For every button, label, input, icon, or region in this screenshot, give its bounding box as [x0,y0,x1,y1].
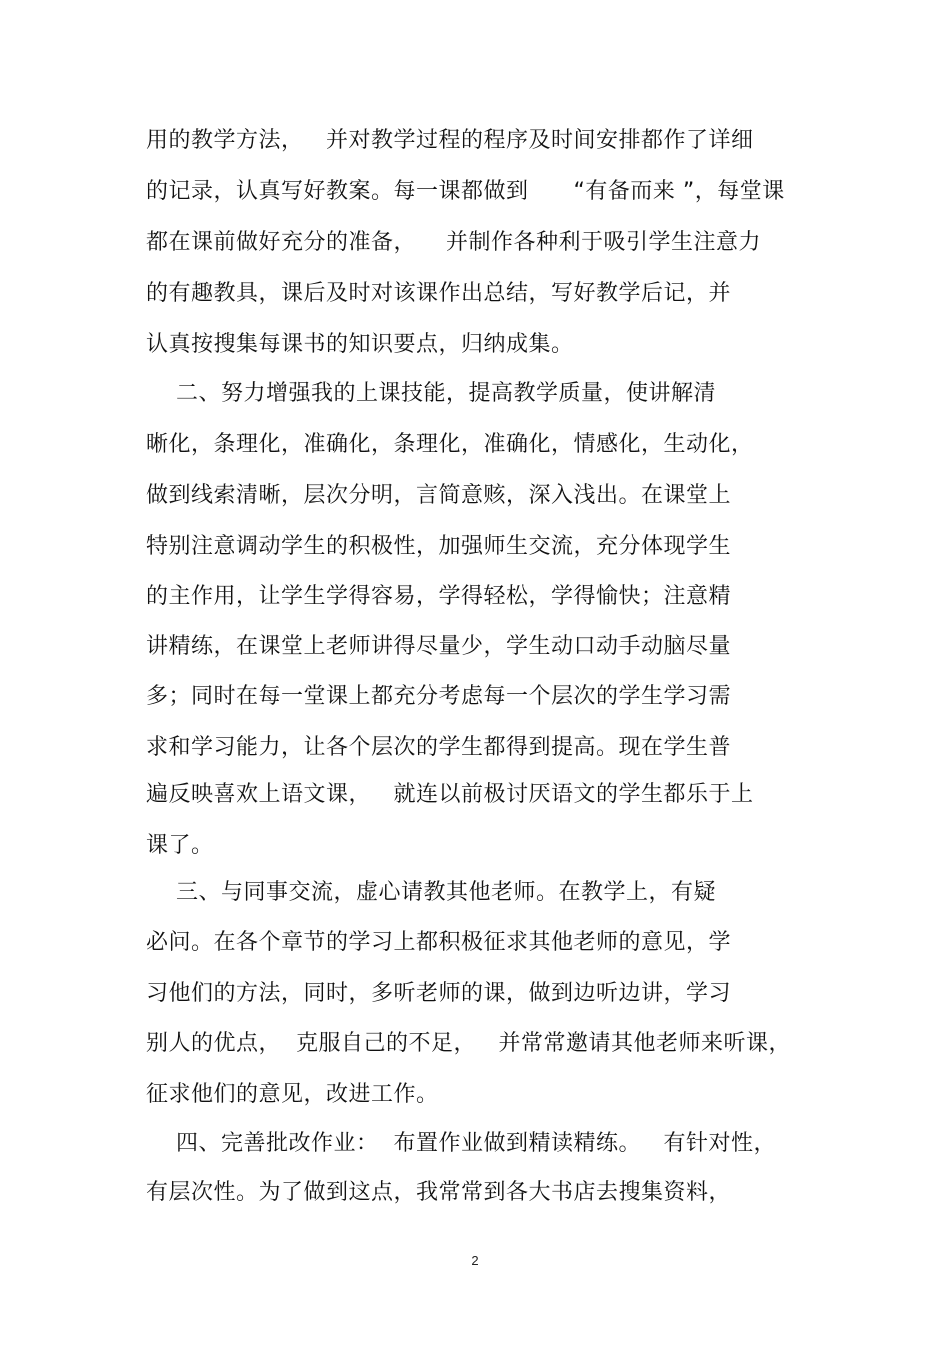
text-line: 有层次性。为了做到这点，我常常到各大书店去搜集资料， [146,1180,732,1205]
text-line: 别人的优点， 克服自己的不足， 并常常邀请其他老师来听课， [146,1031,791,1056]
text-line: 课了。 [146,833,214,858]
text-line: 都在课前做好充分的准备， 并制作各种利于吸引学生注意力 [146,230,761,255]
text-line: 认真按搜集每课书的知识要点，归纳成集。 [146,332,574,357]
text-line: 用的教学方法， 并对教学过程的程序及时间安排都作了详细 [146,128,754,153]
text-line: 讲精练，在课堂上老师讲得尽量少，学生动口动手动脑尽量 [146,634,732,659]
text-line: 征求他们的意见，改进工作。 [146,1082,439,1107]
text-line: 做到线索清晰，层次分明，言简意赅，深入浅出。在课堂上 [146,483,732,508]
text-line: 二、努力增强我的上课技能，提高教学质量，使讲解清 [146,381,716,406]
text-line: 求和学习能力，让各个层次的学生都得到提高。现在学生普 [146,735,732,760]
text-line: 四、完善批改作业： 布置作业做到精读精练。 有针对性， [146,1131,776,1156]
text-line: 多；同时在每一堂课上都充分考虑每一个层次的学生学习需 [146,684,732,709]
text-line: 习他们的方法，同时，多听老师的课，做到边听边讲，学习 [146,981,732,1006]
text-line: 三、与同事交流，虚心请教其他老师。在教学上，有疑 [146,880,716,905]
text-line: 的记录，认真写好教案。每一课都做到 “有备而来 ”，每堂课 [146,179,785,204]
text-line: 的主作用，让学生学得容易，学得轻松，学得愉快；注意精 [146,584,732,609]
page-number: 2 [471,1253,479,1268]
text-line: 必问。在各个章节的学习上都积极征求其他老师的意见，学 [146,930,732,955]
text-line: 的有趣教具，课后及时对该课作出总结，写好教学后记，并 [146,281,732,306]
text-line: 遍反映喜欢上语文课， 就连以前极讨厌语文的学生都乐于上 [146,782,754,807]
text-line: 特别注意调动学生的积极性，加强师生交流，充分体现学生 [146,534,732,559]
text-line: 晰化，条理化，准确化，条理化，准确化，情感化，生动化， [146,432,754,457]
